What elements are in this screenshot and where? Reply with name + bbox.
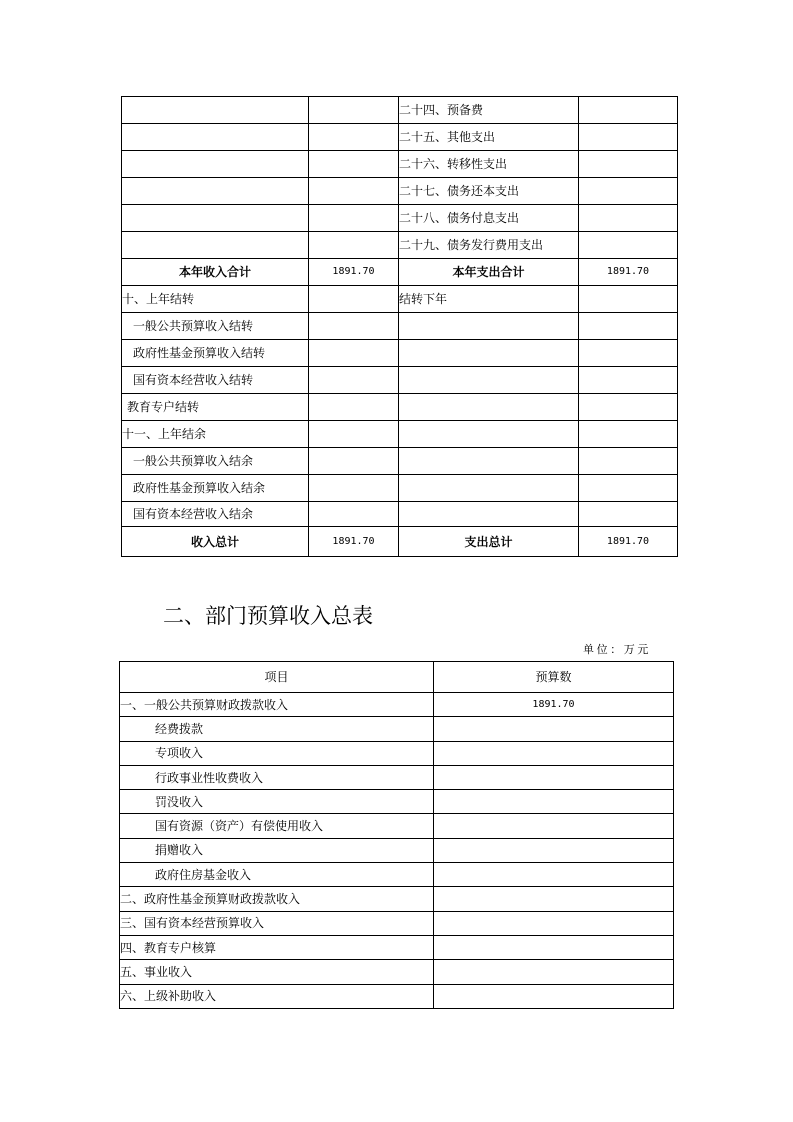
budget-summary-table [121,96,678,557]
income-amount-cell [309,97,399,124]
expense-grand-total-value: 1891.70 [579,527,678,557]
grand-total-row [122,527,678,557]
table-row [120,717,674,741]
amount-cell [434,838,674,862]
annual-income-total-value: 1891.70 [309,259,399,286]
expense-amount-cell [579,178,678,205]
expense-item-cell [399,313,579,340]
income-item-cell: 一般公共预算收入结余 [122,448,309,475]
annual-expense-total-label: 本年支出合计 [399,259,579,286]
expense-amount-cell [579,367,678,394]
table-row [120,935,674,959]
expense-item-cell: 二十五、其他支出 [399,124,579,151]
income-amount-cell [309,232,399,259]
header-item: 项目 [120,662,434,693]
income-item-cell: 十一、上年结余 [122,421,309,448]
annual-income-total-label: 本年收入合计 [122,259,309,286]
table-row [122,178,678,205]
expense-amount-cell [579,124,678,151]
table-row [122,475,678,502]
income-amount-cell [309,421,399,448]
table-row [122,421,678,448]
income-item-cell [122,232,309,259]
item-cell: 六、上级补助收入 [120,984,434,1008]
income-item-cell: 十、上年结转 [122,286,309,313]
income-item-cell: 国有资本经营收入结余 [122,502,309,527]
table-row [122,394,678,421]
income-item-cell [122,124,309,151]
section-title: 二、部门预算收入总表 [163,604,373,628]
expense-amount-cell [579,232,678,259]
table-row [120,984,674,1008]
income-amount-cell [309,178,399,205]
table-row [122,97,678,124]
expense-item-cell: 二十七、债务还本支出 [399,178,579,205]
income-amount-cell [309,475,399,502]
expense-amount-cell [579,286,678,313]
expense-item-cell [399,475,579,502]
amount-cell [434,863,674,887]
income-amount-cell [309,151,399,178]
item-cell: 捐赠收入 [120,838,434,862]
item-cell: 国有资源（资产）有偿使用收入 [120,814,434,838]
income-item-cell: 教育专户结转 [122,394,309,421]
income-amount-cell [309,205,399,232]
department-income-table [119,661,674,1009]
table-row [120,790,674,814]
table-row [120,863,674,887]
amount-cell [434,790,674,814]
expense-amount-cell [579,340,678,367]
income-amount-cell [309,313,399,340]
income-amount-cell [309,340,399,367]
table-row [120,911,674,935]
expense-item-cell: 二十九、债务发行费用支出 [399,232,579,259]
expense-item-cell [399,448,579,475]
expense-item-cell: 二十八、债务付息支出 [399,205,579,232]
expense-amount-cell [579,448,678,475]
amount-cell [434,960,674,984]
income-item-cell: 政府性基金预算收入结转 [122,340,309,367]
amount-cell [434,887,674,911]
item-cell: 行政事业性收费收入 [120,765,434,789]
amount-cell [434,814,674,838]
table-row [120,741,674,765]
income-amount-cell [309,286,399,313]
amount-cell [434,911,674,935]
annual-expense-total-value: 1891.70 [579,259,678,286]
income-item-cell: 一般公共预算收入结转 [122,313,309,340]
amount-cell [434,717,674,741]
income-grand-total-value: 1891.70 [309,527,399,557]
amount-cell [434,935,674,959]
item-cell: 专项收入 [120,741,434,765]
table-row [122,124,678,151]
item-cell: 经费拨款 [120,717,434,741]
income-item-cell [122,97,309,124]
item-cell: 三、国有资本经营预算收入 [120,911,434,935]
table-row [122,286,678,313]
table-row [120,887,674,911]
expense-amount-cell [579,313,678,340]
income-amount-cell [309,124,399,151]
table-row [120,960,674,984]
expense-amount-cell [579,205,678,232]
expense-item-cell [399,367,579,394]
table-row [122,340,678,367]
expense-amount-cell [579,421,678,448]
table-row [120,765,674,789]
income-item-cell: 政府性基金预算收入结余 [122,475,309,502]
income-amount-cell [309,367,399,394]
annual-total-row [122,259,678,286]
expense-amount-cell [579,97,678,124]
table-row [120,693,674,717]
item-cell: 五、事业收入 [120,960,434,984]
income-amount-cell [309,448,399,475]
expense-amount-cell [579,502,678,527]
amount-cell [434,984,674,1008]
amount-cell [434,765,674,789]
table-row [122,205,678,232]
expense-grand-total-label: 支出总计 [399,527,579,557]
expense-item-cell [399,421,579,448]
expense-item-cell [399,340,579,367]
income-amount-cell [309,502,399,527]
table-row [120,838,674,862]
expense-item-cell: 二十四、预备费 [399,97,579,124]
table-row [120,814,674,838]
header-budget-amount: 预算数 [434,662,674,693]
expense-amount-cell [579,151,678,178]
unit-label: 单位：万元 [583,643,651,656]
expense-amount-cell [579,394,678,421]
table-row [122,367,678,394]
expense-item-cell: 二十六、转移性支出 [399,151,579,178]
income-item-cell [122,151,309,178]
table-row [122,232,678,259]
expense-item-cell [399,502,579,527]
item-cell: 二、政府性基金预算财政拨款收入 [120,887,434,911]
expense-item-cell: 结转下年 [399,286,579,313]
amount-cell [434,741,674,765]
income-grand-total-label: 收入总计 [122,527,309,557]
income-item-cell [122,178,309,205]
item-cell: 一、一般公共预算财政拨款收入 [120,693,434,717]
item-cell: 政府住房基金收入 [120,863,434,887]
table-row [122,151,678,178]
table-row [122,502,678,527]
amount-cell: 1891.70 [434,693,674,717]
income-item-cell [122,205,309,232]
table-header-row [120,662,674,693]
table-row [122,448,678,475]
item-cell: 四、教育专户核算 [120,935,434,959]
expense-amount-cell [579,475,678,502]
expense-item-cell [399,394,579,421]
income-amount-cell [309,394,399,421]
item-cell: 罚没收入 [120,790,434,814]
income-item-cell: 国有资本经营收入结转 [122,367,309,394]
table-row [122,313,678,340]
